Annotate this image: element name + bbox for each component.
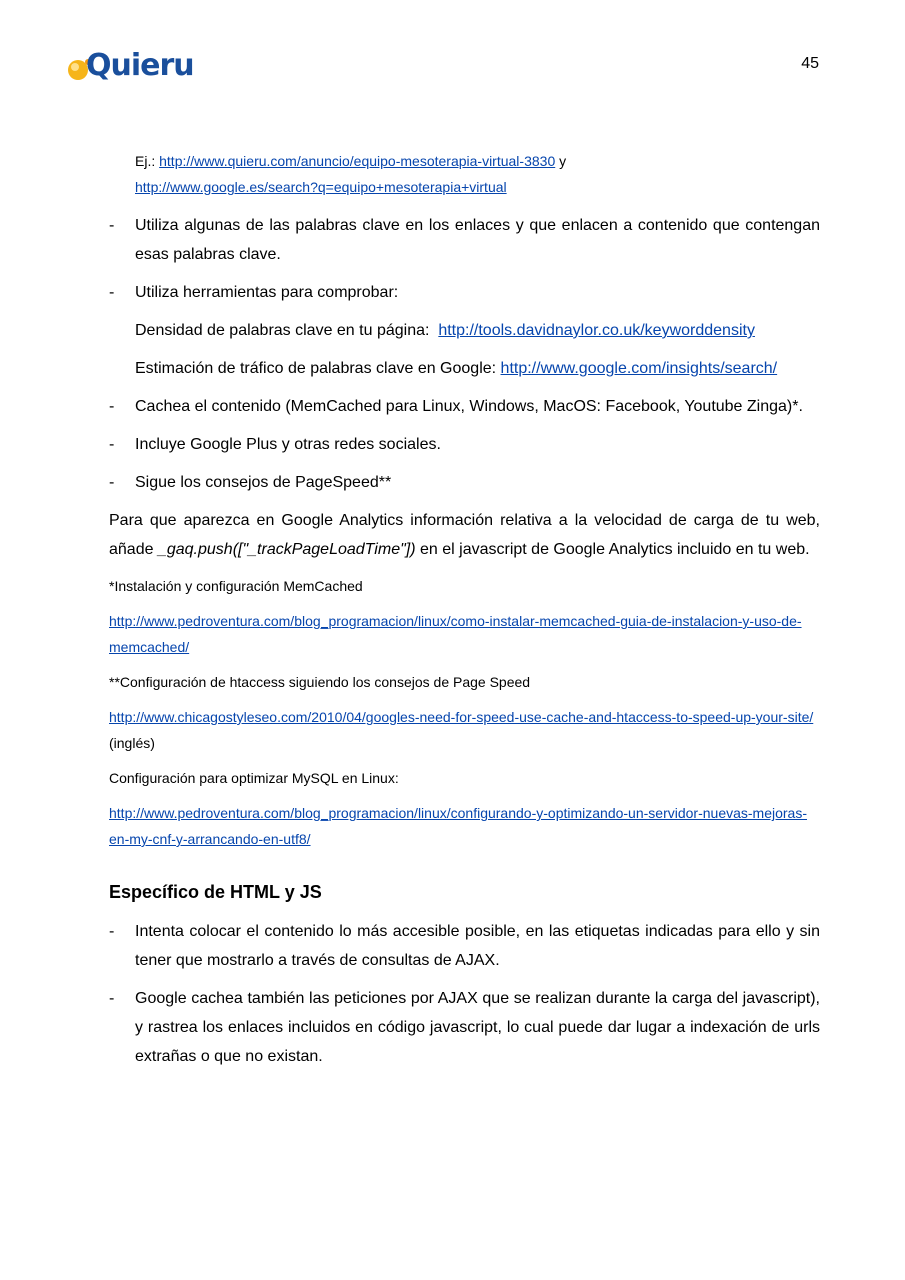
htaccess-link[interactable]: http://www.chicagostyleseo.com/2010/04/googles-need-for-speed-use-cache-and-htaccess-to-speed-up-your-site/ (109, 709, 814, 725)
list-item: - Utiliza algunas de las palabras clave en los enlaces y que enlacen a contenido que contengan esas palabras clave. (109, 217, 820, 263)
example-link-2[interactable]: http://www.google.es/search?q=equipo+mesoterapia+virtual (135, 179, 507, 195)
list-item: - Google cachea también las peticiones por AJAX que se realizan durante la carga del javascript), y rastrea los enlaces incluidos en código javascript, lo cual puede dar lugar a indexación de urls extrañas o que no existan. (109, 990, 820, 1065)
analytics-paragraph: Para que aparezca en Google Analytics información relativa a la velocidad de carga de tu web, añade _gaq.push(["_trackPageLoadTime"]) en el javascript de Google Analytics incluido en tu web. (109, 512, 820, 558)
memcached-note (109, 608, 820, 660)
traffic-tool: Estimación de tráfico de palabras clave en Google: http://www.google.com/insights/search/ (135, 360, 778, 377)
list-item: - Cachea el contenido (MemCached para Linux, Windows, MacOS: Facebook, Youtube Zinga)*. (109, 398, 803, 415)
example-links: Ej.: http://www.quieru.com/anuncio/equipo-mesoterapia-virtual-3830 y http://www.google.es/search?q=equipo+mesoterapia+virtual (135, 153, 567, 195)
section-heading: Específico de HTML y JS (109, 882, 322, 902)
page-number: 45 (801, 55, 819, 72)
list-item: - Incluye Google Plus y otras redes sociales. (109, 436, 441, 453)
mysql-note-title: Configuración para optimizar MySQL en Linux: (109, 770, 399, 786)
mysql-note (109, 800, 820, 852)
analytics-code: _gaq.push(["_trackPageLoadTime"]) (157, 541, 416, 558)
htaccess-note: http://www.chicagostyleseo.com/2010/04/googles-need-for-speed-use-cache-and-htaccess-to-speed-up-your-site/ (inglés) (109, 709, 814, 751)
list-item: - Intenta colocar el contenido lo más accesible posible, en las etiquetas indicadas para ello y sin tener que mostrarlo a través de consultas de AJAX. (109, 923, 820, 969)
list-item: - Utiliza herramientas para comprobar: (109, 284, 399, 301)
logo-text: Quieru (86, 48, 194, 83)
memcached-note-title: *Instalación y configuración MemCached (109, 578, 363, 594)
density-tool: Densidad de palabras clave en tu página: http://tools.davidnaylor.co.uk/keyworddensity (135, 322, 755, 339)
traffic-link[interactable]: http://www.google.com/insights/search/ (500, 360, 778, 377)
memcached-link[interactable]: http://www.pedroventura.com/blog_programacion/linux/como-instalar-memcached-guia-de-instalacion-y-uso-de-memcached/ (109, 613, 802, 655)
htaccess-note-title: **Configuración de htaccess siguiendo los consejos de Page Speed (109, 674, 531, 690)
mysql-link[interactable]: http://www.pedroventura.com/blog_programacion/linux/configurando-y-optimizando-un-servidor-nuevas-mejoras-en-my-cnf-y-arrancando-en-utf8/ (109, 805, 808, 847)
page-content (109, 148, 820, 1071)
example-link-1[interactable]: http://www.quieru.com/anuncio/equipo-mesoterapia-virtual-3830 (159, 153, 556, 169)
density-link[interactable]: http://tools.davidnaylor.co.uk/keyworddensity (438, 322, 755, 339)
list-item: - Sigue los consejos de PageSpeed** (109, 474, 392, 491)
